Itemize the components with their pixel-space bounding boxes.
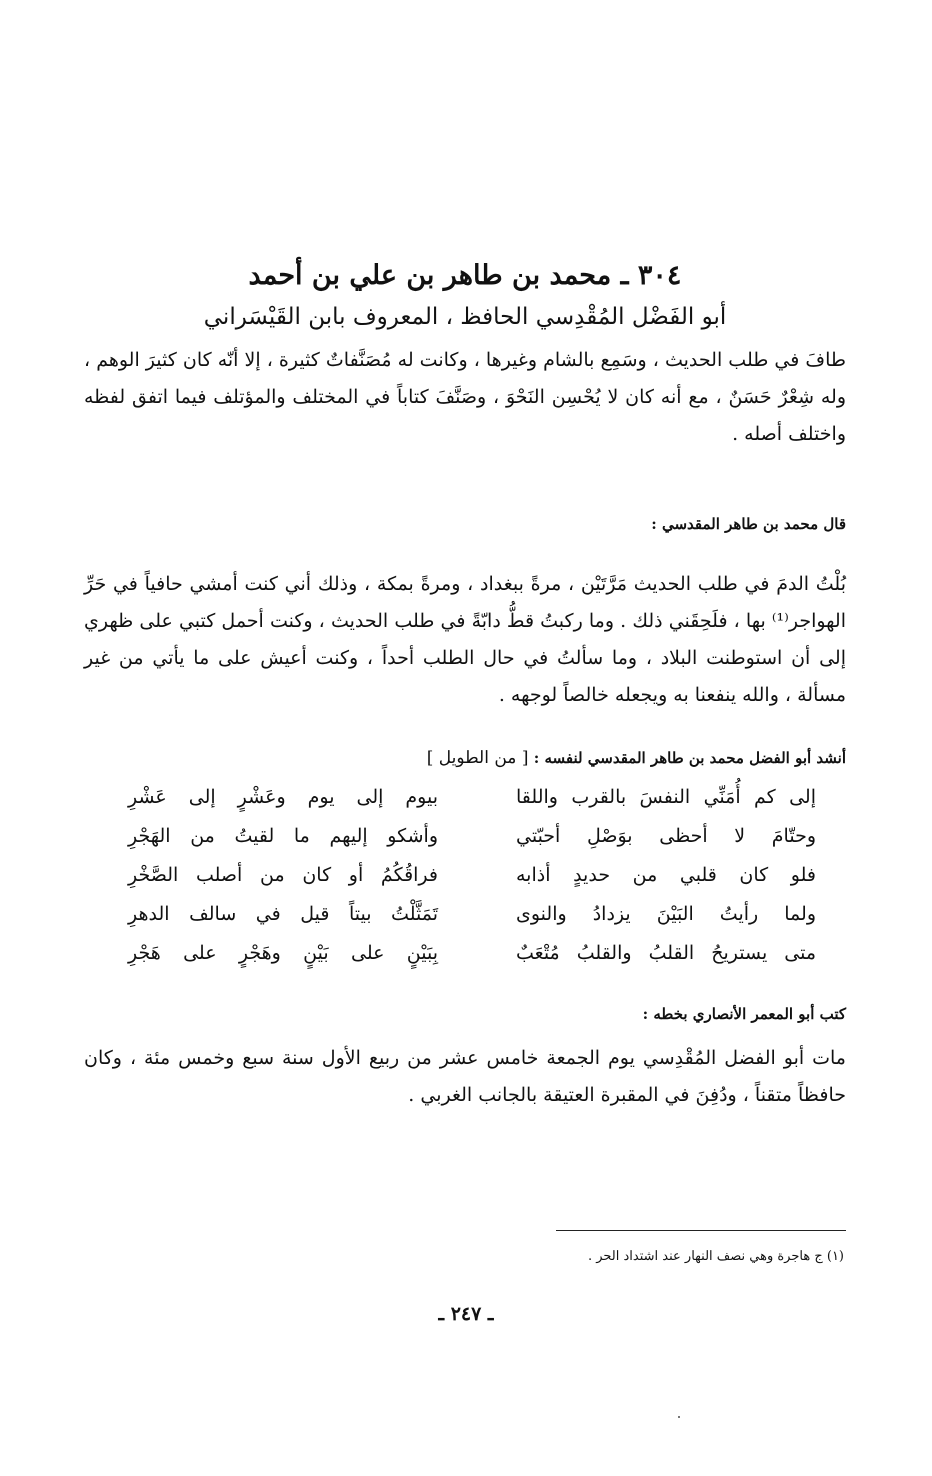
verse-first-hemistich: ولما رأيتُ البَيْنَ يزدادُ والنوى bbox=[516, 903, 816, 925]
footnote: (١) ج هاجرة وهي نصف النهار عند اشتداد الحر . bbox=[587, 1249, 844, 1264]
verse-first-hemistich: متى يستريحُ القلبُ والقلبُ مُتْعَبٌ bbox=[516, 942, 816, 964]
footnote-divider bbox=[556, 1230, 846, 1231]
intro-paragraph: طافَ في طلب الحديث ، وسَمِع بالشام وغيرها ، وكانت له مُصَنَّفاتٌ كثيرة ، إلا أنّه كان كثيرَ الوهم ، وله شِعْرٌ حَسَنٌ ، مع أنه كان لا يُحْسِن النَحْوَ ، وصَنَّفَ كتاباً في المختلف والمؤتلف فيما اتفق لفظه واختلف أصله . bbox=[84, 349, 846, 445]
poem-verse bbox=[84, 934, 846, 973]
entry-subtitle: أبو الفَضْل المُقْدِسي الحافظ ، المعروف بابن القَيْسَراني bbox=[203, 304, 727, 330]
quote-paragraph: بُلْتُ الدمَ في طلب الحديث مَرَّتَيْن ، مرةً ببغداد ، ومرةً بمكة ، وذلك أني كنت أمشي حافياً في حَرِّ الهواجر⁽¹⁾ بها ، فلَحِقَني ذلك . وما ركبتُ قطُّ دابّةً في طلب الحديث ، وكنت أحمل كتبي على ظهري إلى أن استوطنت البلاد ، وما سألتُ في حال الطلب أحداً ، وكنت أعيش على ما يأتي من غير مسألة ، والله ينفعنا به ويجعله خالصاً لوجهه . bbox=[84, 573, 846, 706]
poem-verse bbox=[84, 778, 846, 817]
verse-second-hemistich: بيوم إلى يوم وعَشْرٍ إلى عَشْرِ bbox=[128, 786, 438, 808]
death-paragraph: مات أبو الفضل المُقْدِسي يوم الجمعة خامس عشر من ربيع الأول سنة سبع وخمس مئة ، وكان حافظاً متقناً ، ودُفِنَ في المقبرة العتيقة بالجانب الغربي . bbox=[84, 1047, 846, 1106]
page-number: ـ ٢٤٧ ـ bbox=[438, 1303, 494, 1325]
death-label: كتب أبو المعمر الأنصاري بخطه : bbox=[642, 1005, 846, 1023]
verse-first-hemistich: إلى كم أُمَنِّي النفسَ بالقرب واللقا bbox=[516, 786, 816, 808]
verse-second-hemistich: وأشكو إليهم ما لقيتُ من الهَجْرِ bbox=[128, 825, 438, 847]
poem-meter: [ من الطويل ] bbox=[426, 748, 529, 768]
verse-second-hemistich: فراقُكُمُ أو كان من أصلب الصَّخْرِ bbox=[128, 864, 438, 886]
poem bbox=[84, 778, 846, 973]
verse-first-hemistich: فلو كان قلبي من حديدٍ أذابه bbox=[516, 864, 816, 886]
verse-second-hemistich: بِبَيْنٍ على بَيْنٍ وهَجْرٍ على هَجْرِ bbox=[128, 942, 438, 964]
poem-label bbox=[84, 746, 846, 770]
verse-second-hemistich: تَمَثَّلْتُ بيتاً قيل في سالف الدهرِ bbox=[128, 903, 438, 925]
poem-verse bbox=[84, 895, 846, 934]
entry-title: ٣٠٤ ـ محمد بن طاهر بن علي بن أحمد bbox=[248, 260, 682, 291]
poem-label-text: أنشد أبو الفضل محمد بن طاهر المقدسي لنفسه : bbox=[533, 749, 846, 767]
poem-verse bbox=[84, 817, 846, 856]
verse-first-hemistich: وحتّامَ لا أحظى بوَصْلِ أحبّتي bbox=[516, 825, 816, 847]
poem-verse bbox=[84, 856, 846, 895]
quote-label: قال محمد بن طاهر المقدسي : bbox=[651, 515, 846, 533]
scan-speck bbox=[678, 1416, 680, 1418]
